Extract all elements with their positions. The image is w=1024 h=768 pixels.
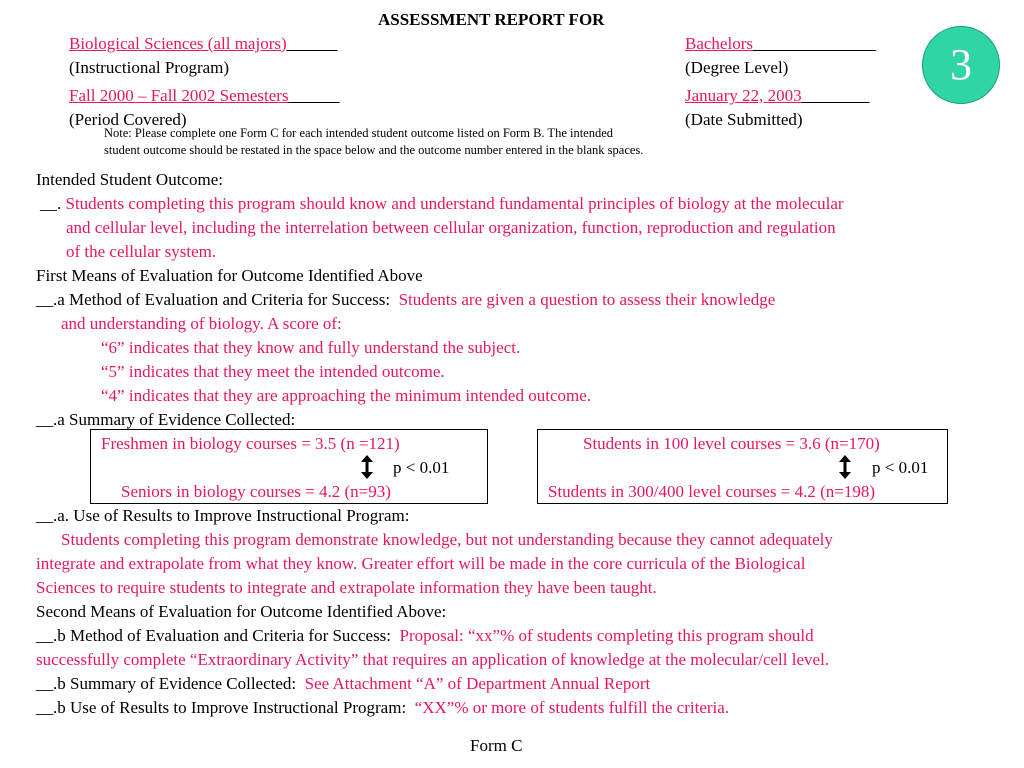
second-use-text: “XX”% or more of students fulfill the criteria. xyxy=(414,698,730,717)
form-footer: Form C xyxy=(470,736,523,755)
program-label: (Instructional Program) xyxy=(69,58,230,77)
box1-p-value: p < 0.01 xyxy=(393,458,450,477)
second-method-label: __.b Method of Evaluation and Criteria for Success: xyxy=(36,626,392,645)
second-method-text-1: Proposal: “xx”% of students completing this program should xyxy=(399,626,814,645)
period-value: Fall 2000 – Fall 2002 Semesters xyxy=(69,86,289,105)
first-method-text-2: and understanding of biology. A score of: xyxy=(61,314,342,333)
report-title: ASSESSMENT REPORT FOR xyxy=(378,10,605,29)
score-4: “4” indicates that they are approaching the minimum intended outcome. xyxy=(101,386,592,405)
box2-line-1: Students in 100 level courses = 3.6 (n=170) xyxy=(583,434,880,453)
date-field xyxy=(685,84,870,108)
period-label: (Period Covered) xyxy=(69,110,187,129)
outcome-text-2: and cellular level, including the interrelation between cellular organization, function, reproduction and regulation xyxy=(66,218,836,237)
evidence-box-freshmen-seniors xyxy=(90,429,488,504)
degree-value: Bachelors xyxy=(685,34,753,53)
date-label: (Date Submitted) xyxy=(685,110,803,129)
second-method-line xyxy=(36,624,814,648)
outcome-line-1 xyxy=(40,192,844,216)
first-method-text-1: Students are given a question to assess their knowledge xyxy=(398,290,776,309)
second-use-line xyxy=(36,696,729,720)
outcome-text-3: of the cellular system. xyxy=(66,242,217,261)
first-use-text-3: Sciences to require students to integrate and extrapolate information they have been taught. xyxy=(36,578,657,597)
note-line-1: Note: Please complete one Form C for each intended student outcome listed on Form B. The intended xyxy=(104,126,614,140)
double-arrow-icon xyxy=(359,455,375,479)
score-5: “5” indicates that they meet the intended outcome. xyxy=(101,362,445,381)
box2-line-2: Students in 300/400 level courses = 4.2 (n=198) xyxy=(548,482,876,501)
period-field xyxy=(69,84,340,108)
box1-line-1: Freshmen in biology courses = 3.5 (n =121) xyxy=(101,434,400,453)
second-summary-line xyxy=(36,672,650,696)
first-method-line xyxy=(36,288,775,312)
second-summary-text: See Attachment “A” of Department Annual Report xyxy=(304,674,651,693)
program-field xyxy=(69,32,338,56)
first-method-label: __.a Method of Evaluation and Criteria for Success: xyxy=(36,290,391,309)
outcome-text-1: Students completing this program should know and understand fundamental principles of biology at the molecular xyxy=(61,194,844,213)
degree-field xyxy=(685,32,876,56)
date-value: January 22, 2003 xyxy=(685,86,802,105)
second-means-heading: Second Means of Evaluation for Outcome Identified Above: xyxy=(36,602,447,621)
box1-line-2: Seniors in biology courses = 4.2 (n=93) xyxy=(121,482,391,501)
first-means-heading: First Means of Evaluation for Outcome Identified Above xyxy=(36,266,423,285)
first-use-text-2: integrate and extrapolate from what they know. Greater effort will be made in the core curricula of the Biological xyxy=(36,554,806,573)
first-use-text-1: Students completing this program demonstrate knowledge, but not understanding because they cannot adequately xyxy=(61,530,833,549)
evidence-box-course-levels xyxy=(537,429,948,504)
program-value: Biological Sciences (all majors) xyxy=(69,34,287,53)
double-arrow-icon xyxy=(837,455,853,479)
first-use-label: __.a. Use of Results to Improve Instructional Program: xyxy=(36,506,410,525)
first-summary-label: __.a Summary of Evidence Collected: xyxy=(36,410,296,429)
second-method-text-2: successfully complete “Extraordinary Activity” that requires an application of knowledge at the molecular/cell level. xyxy=(36,650,830,669)
second-use-label: __.b Use of Results to Improve Instructional Program: xyxy=(36,698,407,717)
form-number-badge: 3 xyxy=(922,26,1000,104)
outcome-heading: Intended Student Outcome: xyxy=(36,170,223,189)
degree-label: (Degree Level) xyxy=(685,58,789,77)
outcome-blank: __. xyxy=(40,194,62,213)
second-summary-label: __.b Summary of Evidence Collected: xyxy=(36,674,297,693)
note-line-2: student outcome should be restated in the space below and the outcome number entered in the blank spaces. xyxy=(104,143,644,157)
box2-p-value: p < 0.01 xyxy=(872,458,929,477)
score-6: “6” indicates that they know and fully understand the subject. xyxy=(101,338,521,357)
